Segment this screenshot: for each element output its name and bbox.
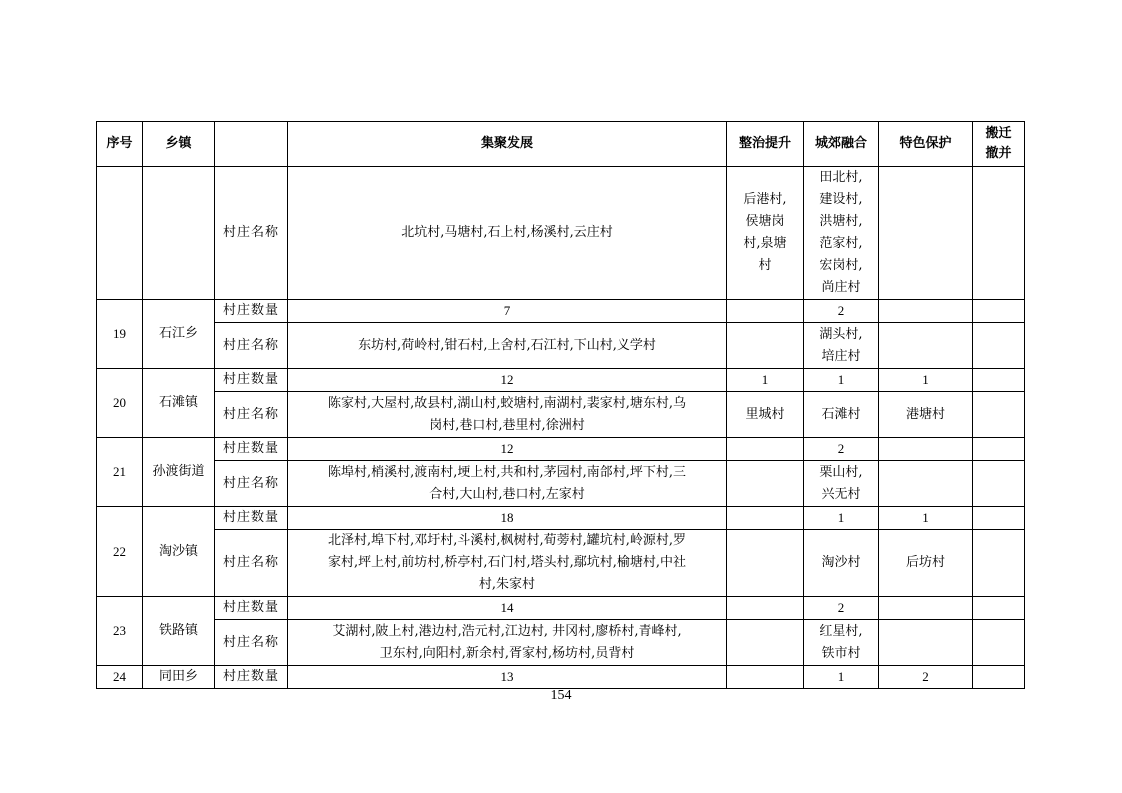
cell-suburban-names: 湖头村, 培庄村 — [804, 323, 879, 369]
cell-feature-count: 2 — [879, 666, 973, 689]
cell-upgrade-names — [727, 620, 804, 666]
cell-upgrade-names — [727, 530, 804, 597]
cell-upgrade-names — [727, 323, 804, 369]
cell-cluster-count: 13 — [288, 666, 727, 689]
table-row — [97, 666, 1025, 689]
cell-town: 铁路镇 — [143, 597, 215, 666]
cell-suburban-names: 红星村, 铁市村 — [804, 620, 879, 666]
cell-relocate-count — [973, 507, 1025, 530]
cell-upgrade-count — [727, 507, 804, 530]
table-row — [97, 323, 1025, 369]
row-label-names: 村庄名称 — [215, 392, 288, 438]
cell-cluster-names: 北泽村,埠下村,邓圩村,斗溪村,枫树村,荀蒡村,罐坑村,岭源村,罗 家村,坪上村,前坊村,桥亭村,石门村,塔头村,鄢坑村,榆塘村,中社 村,朱家村 — [288, 530, 727, 597]
header-feature: 特色保护 — [879, 122, 973, 167]
cell-feature-names — [879, 323, 973, 369]
cell-cluster-count: 7 — [288, 300, 727, 323]
table-row — [97, 461, 1025, 507]
cell-suburban: 田北村, 建设村, 洪塘村, 范家村, 宏岗村, 尚庄村 — [804, 167, 879, 300]
cell-relocate-count — [973, 438, 1025, 461]
cell-cluster-names: 东坊村,荷岭村,钳石村,上舍村,石江村,下山村,义学村 — [288, 323, 727, 369]
cell-relocate-names — [973, 323, 1025, 369]
cell-index: 20 — [97, 369, 143, 438]
cell-upgrade-count — [727, 597, 804, 620]
cell-relocate-names — [973, 461, 1025, 507]
cell-upgrade-count: 1 — [727, 369, 804, 392]
cell-feature-count — [879, 300, 973, 323]
table-row-continued — [97, 167, 1025, 300]
cell-town: 淘沙镇 — [143, 507, 215, 597]
cell-cluster-names: 陈家村,大屋村,故县村,湖山村,蛟塘村,南湖村,裴家村,塘东村,乌 岗村,巷口村,巷里村,徐洲村 — [288, 392, 727, 438]
cell-cluster: 北坑村,马塘村,石上村,杨溪村,云庄村 — [288, 167, 727, 300]
table-row — [97, 438, 1025, 461]
cell-upgrade-names — [727, 461, 804, 507]
cell-suburban-count: 1 — [804, 507, 879, 530]
header-town: 乡镇 — [143, 122, 215, 167]
cell-suburban-names: 石滩村 — [804, 392, 879, 438]
cell-cluster-count: 12 — [288, 438, 727, 461]
header-type — [215, 122, 288, 167]
cell-index — [97, 167, 143, 300]
row-label-count: 村庄数量 — [215, 300, 288, 323]
cell-index: 19 — [97, 300, 143, 369]
row-label-names: 村庄名称 — [215, 620, 288, 666]
cell-index: 22 — [97, 507, 143, 597]
cell-relocate-count — [973, 369, 1025, 392]
cell-index: 21 — [97, 438, 143, 507]
cell-cluster-count: 14 — [288, 597, 727, 620]
cell-suburban-count: 1 — [804, 666, 879, 689]
table-row — [97, 392, 1025, 438]
cell-relocate-count — [973, 300, 1025, 323]
row-label-count: 村庄数量 — [215, 666, 288, 689]
row-label-count: 村庄数量 — [215, 507, 288, 530]
cell-upgrade-count — [727, 666, 804, 689]
cell-index: 23 — [97, 597, 143, 666]
cell-feature-names — [879, 620, 973, 666]
cell-relocate-names — [973, 620, 1025, 666]
cell-feature-count — [879, 597, 973, 620]
cell-index: 24 — [97, 666, 143, 689]
cell-town — [143, 167, 215, 300]
cell-cluster-count: 12 — [288, 369, 727, 392]
cell-suburban-names: 栗山村, 兴无村 — [804, 461, 879, 507]
header-index: 序号 — [97, 122, 143, 167]
cell-relocate-names — [973, 392, 1025, 438]
cell-feature-count: 1 — [879, 369, 973, 392]
header-upgrade: 整治提升 — [727, 122, 804, 167]
cell-upgrade: 后港村, 侯塘岗 村,泉塘 村 — [727, 167, 804, 300]
cell-feature-names: 港塘村 — [879, 392, 973, 438]
cell-cluster-names: 艾湖村,陂上村,港边村,浩元村,江边村, 井冈村,廖桥村,青峰村, 卫东村,向阳村,新余村,胥家村,杨坊村,员背村 — [288, 620, 727, 666]
header-cluster: 集聚发展 — [288, 122, 727, 167]
header-relocate — [973, 122, 1025, 167]
table-row — [97, 507, 1025, 530]
table-row — [97, 620, 1025, 666]
row-label-names: 村庄名称 — [215, 323, 288, 369]
village-planning-table — [96, 121, 1025, 689]
cell-feature-count: 1 — [879, 507, 973, 530]
table-row — [97, 530, 1025, 597]
cell-relocate-names — [973, 530, 1025, 597]
cell-feature — [879, 167, 973, 300]
cell-suburban-count: 2 — [804, 597, 879, 620]
cell-relocate-count — [973, 666, 1025, 689]
header-suburban: 城郊融合 — [804, 122, 879, 167]
row-label-count: 村庄数量 — [215, 438, 288, 461]
cell-upgrade-names: 里城村 — [727, 392, 804, 438]
cell-town: 同田乡 — [143, 666, 215, 689]
page-number: 154 — [550, 688, 572, 703]
cell-feature-names: 后坊村 — [879, 530, 973, 597]
cell-relocate-count — [973, 597, 1025, 620]
row-label-names: 村庄名称 — [215, 461, 288, 507]
cell-cluster-names: 陈埠村,梢溪村,渡南村,埂上村,共和村,茅园村,南郃村,坪下村,三 合村,大山村,巷口村,左家村 — [288, 461, 727, 507]
cell-feature-names — [879, 461, 973, 507]
row-label-names: 村庄名称 — [215, 530, 288, 597]
table-row — [97, 597, 1025, 620]
row-label-count: 村庄数量 — [215, 597, 288, 620]
cell-suburban-count: 2 — [804, 438, 879, 461]
cell-suburban-names: 淘沙村 — [804, 530, 879, 597]
cell-suburban-count: 2 — [804, 300, 879, 323]
cell-upgrade-count — [727, 300, 804, 323]
cell-upgrade-count — [727, 438, 804, 461]
cell-cluster-count: 18 — [288, 507, 727, 530]
cell-relocate — [973, 167, 1025, 300]
cell-town: 孙渡街道 — [143, 438, 215, 507]
header-relocate-line2: 撤并 — [985, 146, 1012, 161]
cell-town: 石滩镇 — [143, 369, 215, 438]
row-label-count: 村庄数量 — [215, 369, 288, 392]
row-label-names: 村庄名称 — [215, 167, 288, 300]
table-row — [97, 300, 1025, 323]
cell-suburban-count: 1 — [804, 369, 879, 392]
cell-feature-count — [879, 438, 973, 461]
table-row — [97, 369, 1025, 392]
header-relocate-line1: 搬迁 — [985, 126, 1012, 141]
cell-town: 石江乡 — [143, 300, 215, 369]
header-row — [97, 122, 1025, 167]
